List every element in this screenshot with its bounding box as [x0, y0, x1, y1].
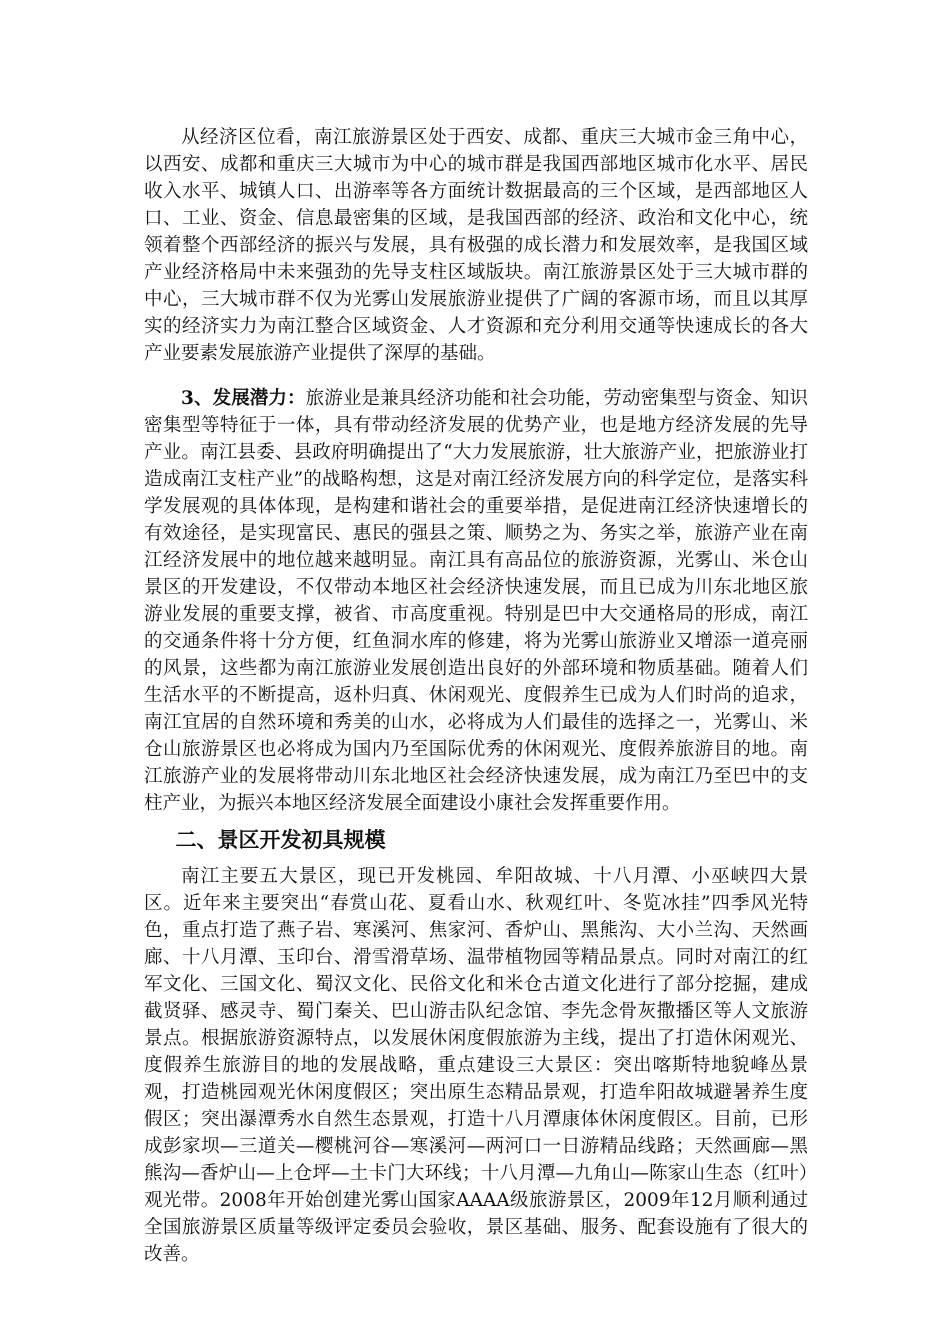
section-heading-2: 二、景区开发初具规模	[175, 828, 386, 852]
section-3-lead: 3、发展潜力：	[181, 388, 306, 409]
paragraph-development-potential	[144, 385, 808, 817]
paragraph-scenic-development: 南江主要五大景区，现已开发桃园、牟阳故城、十八月潭、小巫峡四大景区。近年来主要突出“春赏山花、夏看山水、秋观红叶、冬览冰挂”四季风光特色，重点打造了燕子岩、寒溪河、焦家河、香炉山、黑熊沟、大小兰沟、天然画廊、十八月潭、玉印台、滑雪滑草场、温带植物园等精品景点。同时对南江的红军文化、三国文化、蜀汉文化、民俗文化和米仓古道文化进行了部分挖掘，建成截贤驿、感灵寺、蜀门秦关、巴山游击队纪念馆、李先念骨灰撒播区等人文旅游景点。根据旅游资源特点，以发展休闲度假旅游为主线，提出了打造休闲观光、度假养生旅游目的地的发展战略，重点建设三大景区：突出喀斯特地貌峰丛景观，打造桃园观光休闲度假区；突出原生态精品景观，打造牟阳故城避暑养生度假区；突出瀑潭秀水自然生态景观，打造十八月潭康体休闲度假区。目前，已形成彭家坝—三道关—樱桃河谷—寒溪河—两河口一日游精品线路；天然画廊—黑熊沟—香炉山—上仓坪—土卡门大环线；十八月潭—九角山—陈家山生态（红叶）观光带。2008年开始创建光雾山国家AAAA级旅游景区，2009年12月顺利通过全国旅游景区质量等级评定委员会验收，景区基础、服务、配套设施有了很大的改善。	[144, 866, 808, 1265]
paragraph-economic-location: 从经济区位看，南江旅游景区处于西安、成都、重庆三大城市金三角中心，以西安、成都和重庆三大城市为中心的城市群是我国西部地区城市化水平、居民收入水平、城镇人口、出游率等各方面统计数据最高的三个区域，是西部地区人口、工业、资金、信息最密集的区域，是我国西部的经济、政治和文化中心，统领着整个西部经济的振兴与发展，具有极强的成长潜力和发展效率，是我国区域产业经济格局中未来强劲的先导支柱区域版块。南江旅游景区处于三大城市群的中心，三大城市群不仅为光雾山发展旅游业提供了广阔的客源市场，而且以其厚实的经济实力为南江整合区域资金、人才资源和充分利用交通等快速成长的各大产业要素发展旅游产业提供了深厚的基础。	[144, 127, 808, 364]
document-page	[144, 124, 808, 1272]
section-3-text: 旅游业是兼具经济功能和社会功能，劳动密集型与资金、知识密集型等特征于一体，具有带动经济发展的优势产业，也是地方经济发展的先导产业。南江县委、县政府明确提出了“大力发展旅游，壮大旅游产业，把旅游业打造成南江支柱产业”的战略构想，这是对南江经济发展方向的科学定位，是落实科学发展观的具体体现，是构建和谐社会的重要举措，是促进南江经济快速增长的有效途径，是实现富民、惠民的强县之策、顺势之为、务实之举，旅游产业在南江经济发展中的地位越来越明显。南江具有高品位的旅游资源，光雾山、米仓山景区的开发建设，不仅带动本地区社会经济快速发展，而且已成为川东北地区旅游业发展的重要支撑，被省、市高度重视。特别是巴中大交通格局的形成，南江的交通条件将十分方便，红鱼洞水库的修建，将为光雾山旅游业又增添一道亮丽的风景，这些都为南江旅游业发展创造出良好的外部环境和物质基础。随着人们生活水平的不断提高，返朴归真、休闲观光、度假养生已成为人们时尚的追求，南江宜居的自然环境和秀美的山水，必将成为人们最佳的选择之一，光雾山、米仓山旅游景区也必将成为国内乃至国际优秀的休闲观光、度假养旅游目的地。南江旅游产业的发展将带动川东北地区社会经济快速发展，成为南江乃至巴中的支柱产业，为振兴本地区经济发展全面建设小康社会发挥重要作用。	[144, 388, 808, 814]
